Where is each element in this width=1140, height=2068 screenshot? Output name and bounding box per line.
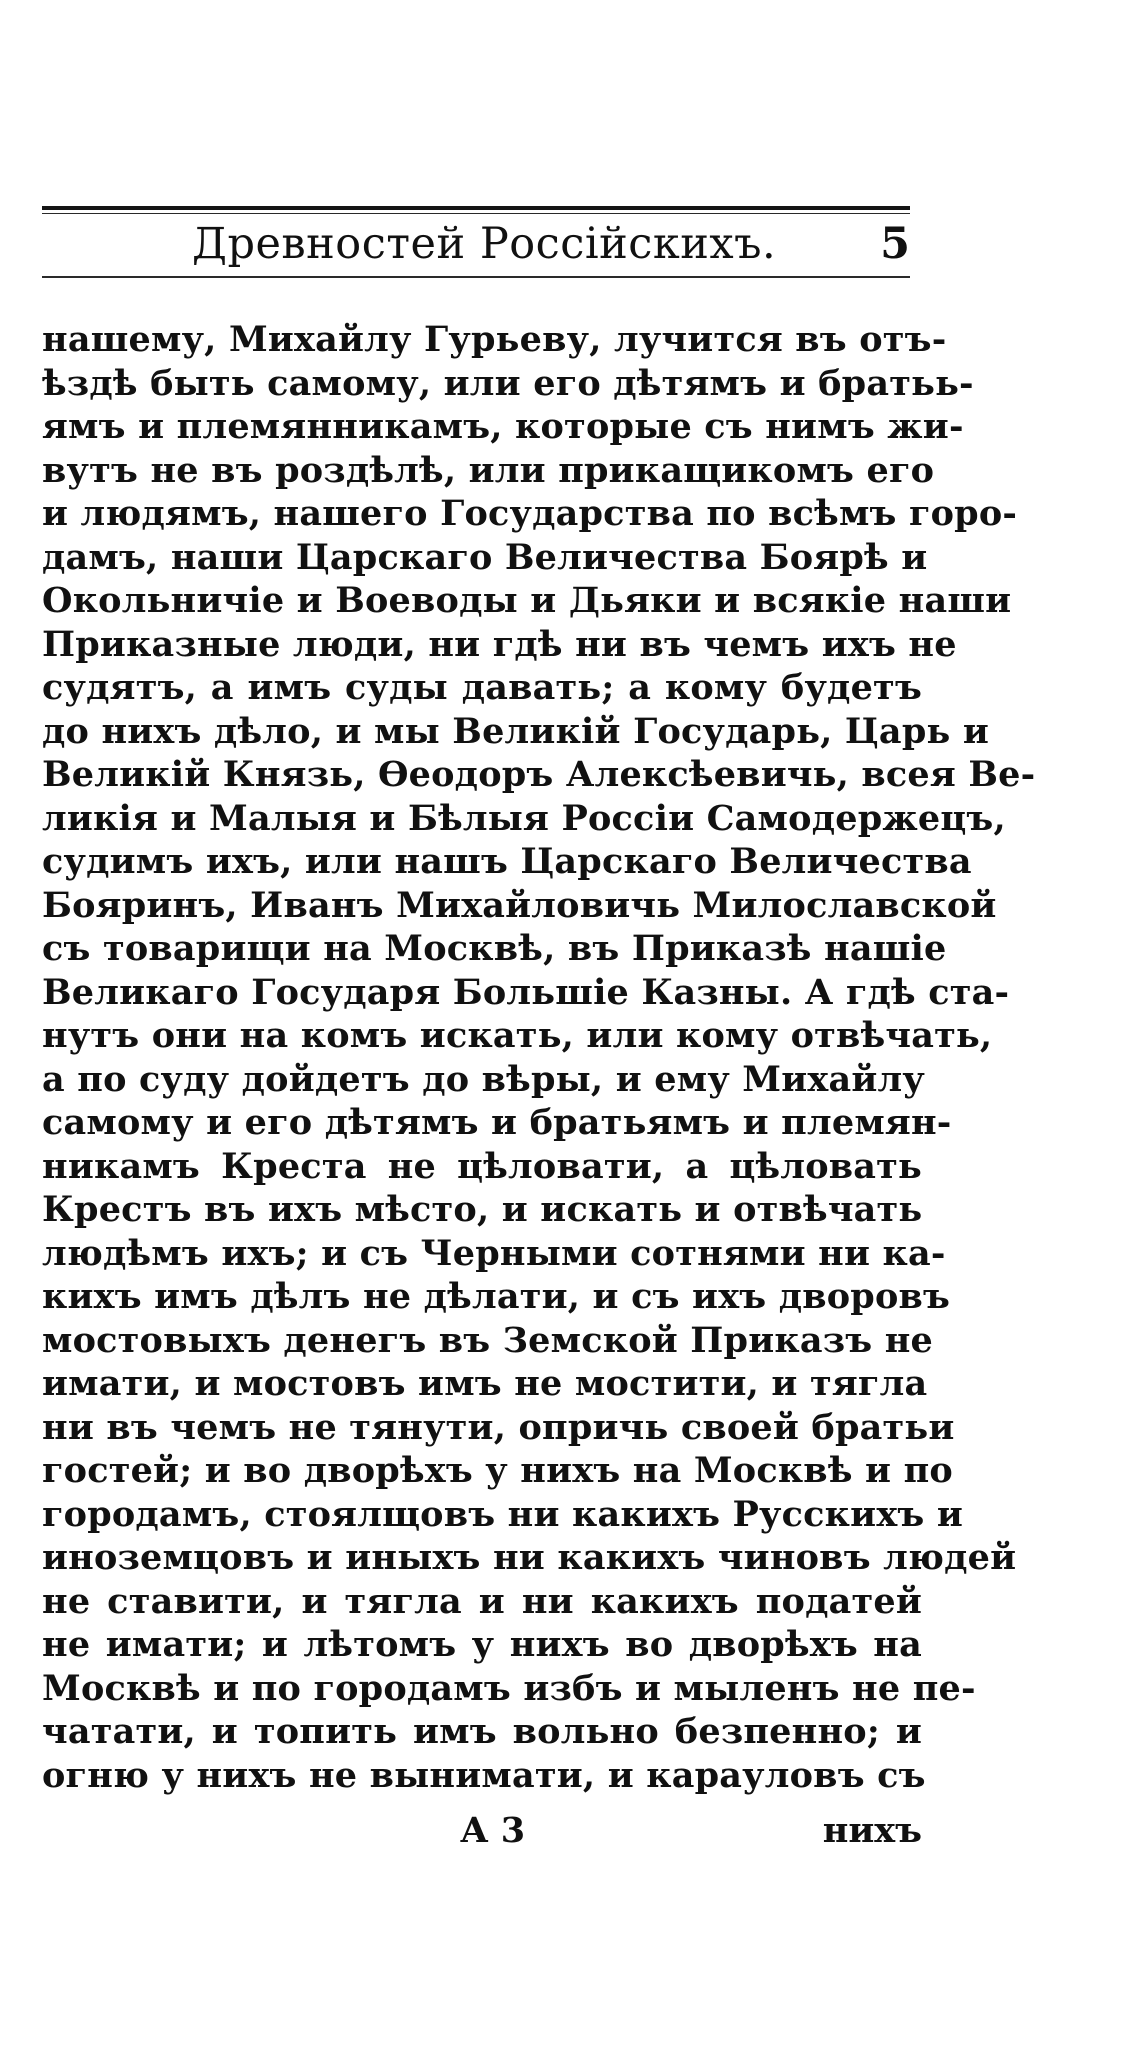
- text-line: дамъ, наши Царскаго Величества Боярѣ и: [42, 536, 928, 578]
- text-line: вутъ не въ роздѣлѣ, или прикащикомъ его: [42, 449, 935, 491]
- text-line: мостовыхъ денегъ въ Земской Приказъ не: [42, 1319, 933, 1361]
- text-line: не ставити, и тягла и ни какихъ податей: [42, 1580, 922, 1622]
- text-line: Крестъ въ ихъ мѣсто, и искать и отвѣчать: [42, 1189, 923, 1230]
- text-line: ѣздѣ быть самому, или его дѣтямъ и братьь-: [42, 362, 974, 404]
- text-line: съ товарищи на Москвѣ, въ Приказѣ нашіе: [42, 928, 947, 969]
- signature-mark: А 3: [460, 1810, 526, 1851]
- header-rule: [42, 206, 910, 210]
- page-footer: [42, 1808, 922, 1858]
- text-line: Великій Князь, Ѳеодоръ Алексѣевичь, всея Ве-: [42, 754, 1036, 795]
- text-line: городамъ, стоялщовъ ни какихъ Русскихъ и: [42, 1493, 963, 1535]
- text-line: чатати, и топить имъ вольно безпенно; и: [42, 1711, 922, 1752]
- running-title: Древностей Россійскихъ.: [192, 219, 777, 269]
- text-line: судятъ, а имъ суды давать; а кому будетъ: [42, 667, 922, 708]
- text-line: и людямъ, нашего Государства по всѣмъ горо-: [42, 493, 1018, 534]
- text-line: нашему, Михайлу Гурьеву, лучится въ отъ-: [42, 319, 947, 360]
- text-line: Приказные люди, ни гдѣ ни въ чемъ ихъ не: [42, 623, 957, 665]
- text-line: кихъ имъ дѣлъ не дѣлати, и съ ихъ дворовъ: [42, 1276, 951, 1317]
- text-line: Окольничіе и Воеводы и Дьяки и всякіе наши: [42, 580, 1012, 621]
- page-number: 5: [880, 219, 910, 269]
- text-line: а по суду дойдетъ до вѣры, и ему Михайлу: [42, 1058, 925, 1100]
- text-line: гостей; и во дворѣхъ у нихъ на Москвѣ и по: [42, 1450, 953, 1491]
- text-line: ямъ и племянникамъ, которые съ нимъ жи-: [42, 406, 964, 447]
- header-underline: [42, 276, 910, 278]
- text-line: ни въ чемъ не тянути, опричь своей братьи: [42, 1406, 955, 1448]
- body-text: [42, 318, 1036, 1797]
- text-line: огню у нихъ не вынимати, и карауловъ съ: [42, 1754, 926, 1796]
- text-line: до нихъ дѣло, и мы Великій Государь, Царь и: [42, 710, 989, 752]
- text-line: иноземцовъ и иныхъ ни какихъ чиновъ людей: [42, 1537, 1017, 1578]
- header-rule-thin: [42, 213, 910, 214]
- text-line: самому и его дѣтямъ и братьямъ и племян-: [42, 1102, 952, 1143]
- text-line: никамъ Креста не цѣловати, а цѣловать: [42, 1145, 922, 1187]
- catchword: нихъ: [822, 1810, 922, 1851]
- text-line: Великаго Государя Большіе Казны. А гдѣ ста-: [42, 971, 1010, 1013]
- text-line: нутъ они на комъ искать, или кому отвѣчать,: [42, 1015, 993, 1056]
- text-line: ликія и Малыя и Бѣлыя Россіи Самодержецъ,: [42, 797, 1006, 839]
- text-line: не имати; и лѣтомъ у нихъ во дворѣхъ на: [42, 1624, 922, 1665]
- text-line: людѣмъ ихъ; и съ Черными сотнями ни ка-: [42, 1232, 946, 1274]
- text-line: Москвѣ и по городамъ избъ и мыленъ не пе-: [42, 1667, 976, 1709]
- text-line: Бояринъ, Иванъ Михайловичь Милославской: [42, 884, 997, 926]
- page-header: [42, 216, 910, 274]
- text-line: судимъ ихъ, или нашъ Царскаго Величества: [42, 841, 972, 882]
- text-line: имати, и мостовъ имъ не мостити, и тягла: [42, 1363, 928, 1404]
